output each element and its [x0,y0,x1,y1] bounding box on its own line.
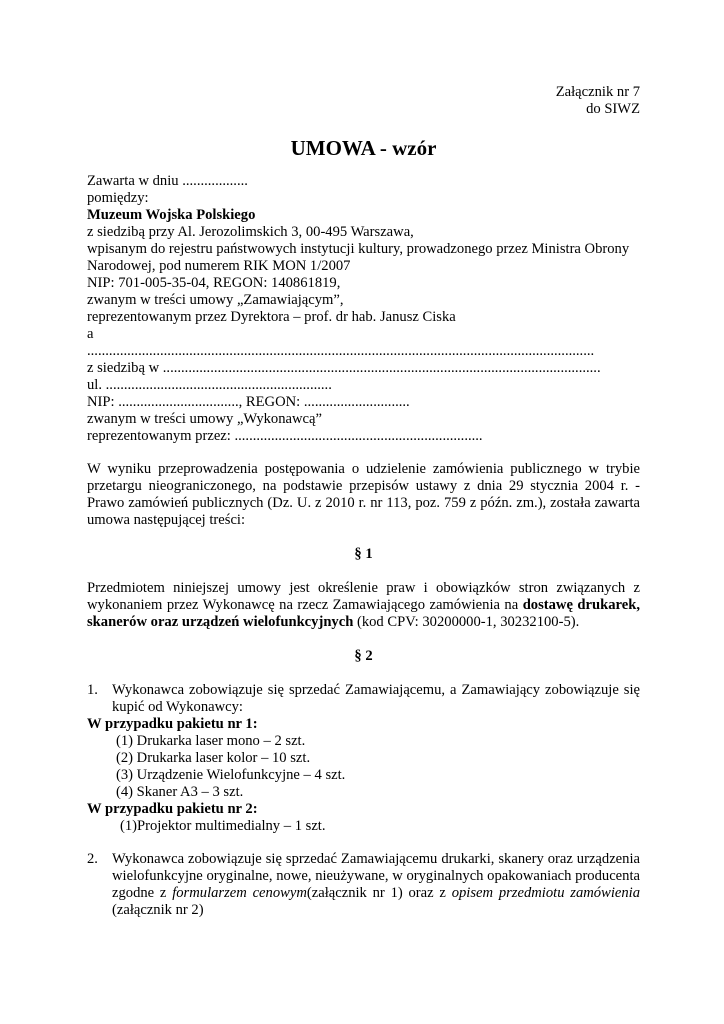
party1-register-line-1: wpisanym do rejestru państwowych instytucji kultury, prowadzonego przez Ministra Obrony [87,241,630,257]
section-1-subject: dostawę drukarek, skanerów oraz urządzeń wielofunkcyjnych [87,597,640,630]
party2-called: zwanym w treści umowy „Wykonawcą” [87,411,322,427]
list-item: (2) Drukarka laser kolor – 10 szt. [116,750,311,766]
order-description-reference: opisem przedmiotu zamówienia [451,885,641,901]
item-number: 1. [87,682,98,698]
list-item: (1)Projektor multimedialny – 1 szt. [120,818,326,834]
party1-address: z siedzibą przy Al. Jerozolimskich 3, 00-495 Warszawa, [87,224,414,240]
party2-street-field: ul. .............................................................. [87,377,332,393]
party2-name-field: ........................................................................................................................................... [87,343,595,359]
between-label: pomiędzy: [87,190,149,206]
party1-representative: reprezentowanym przez Dyrektora – prof. dr hab. Janusz Ciska [87,309,456,325]
item-2-text-a: Wykonawca zobowiązuje się sprzedać Zamawiającemu drukarki, skanery oraz urządzenia wielofunkcyjne oryginalne, nowe, nieużywane, w oryginalnych opakowaniach producenta zgodne z [112,851,640,901]
and-label: a [87,326,94,342]
section-2-heading: § 2 [354,648,373,664]
package-1-list [87,733,640,801]
section-1-text-b: (kod CPV: 30200000-1, 30232100-5). [353,614,580,630]
package-1-label: W przypadku pakietu nr 1: [87,716,258,732]
concluded-date: Zawarta w dniu .................. [87,173,248,189]
party2-seat-field: z siedzibą w ........................................................................................................................ [87,360,601,376]
section-1-heading: § 1 [354,546,373,562]
party1-nip: NIP: 701-005-35-04, REGON: 140861819, [87,275,341,291]
annex-label [87,84,640,118]
item-2-text-c: (załącznik nr 2) [112,902,204,918]
annex-line-2: do SIWZ [586,101,640,117]
section-1-paragraph [87,580,640,631]
party1-name: Muzeum Wojska Polskiego [87,207,256,223]
section-2-item-1 [87,682,640,716]
party2-representative-field: reprezentowanym przez: .................................................................... [87,428,483,444]
package-2-label: W przypadku pakietu nr 2: [87,801,258,817]
item-1-text: Wykonawca zobowiązuje się sprzedać Zamawiającemu, a Zamawiający zobowiązuje się kupić od Wykonawcy: [112,682,640,715]
document-page [87,84,640,919]
party2-nip-field: NIP: ................................., REGON: ............................. [87,394,410,410]
section-2-item-2 [87,851,640,919]
list-item: (4) Skaner A3 – 3 szt. [116,784,244,800]
list-item: (3) Urządzenie Wielofunkcyjne – 4 szt. [116,767,346,783]
list-item: (1) Drukarka laser mono – 2 szt. [116,733,306,749]
price-form-reference: formularzem cenowym [172,885,307,901]
package-2-list [87,818,640,835]
annex-line-1: Załącznik nr 7 [555,84,640,100]
parties-block [87,173,640,445]
party1-called: zwanym w treści umowy „Zamawiającym”, [87,292,344,308]
item-2-text-b: (załącznik nr 1) oraz z [306,885,452,901]
party1-register-line-2: Narodowej, pod numerem RIK MON 1/2007 [87,258,351,274]
section-1-text-a: Przedmiotem niniejszej umowy jest określenie praw i obowiązków stron związanych z wykonaniem przez Wykonawcę na rzecz Zamawiającego zamówienia na [87,580,640,613]
item-number: 2. [87,851,98,867]
document-title: UMOWA - wzór [290,136,437,160]
intro-paragraph: W wyniku przeprowadzenia postępowania o udzielenie zamówienia publicznego w trybie przetargu nieograniczonego, na podstawie przepisów ustawy z dnia 29 stycznia 2004 r. - Prawo zamówień publicznych (Dz. U. z 2010 r. nr 113, poz. 759 z późn. zm.), została zawarta umowa następującej treści: [87,461,640,528]
